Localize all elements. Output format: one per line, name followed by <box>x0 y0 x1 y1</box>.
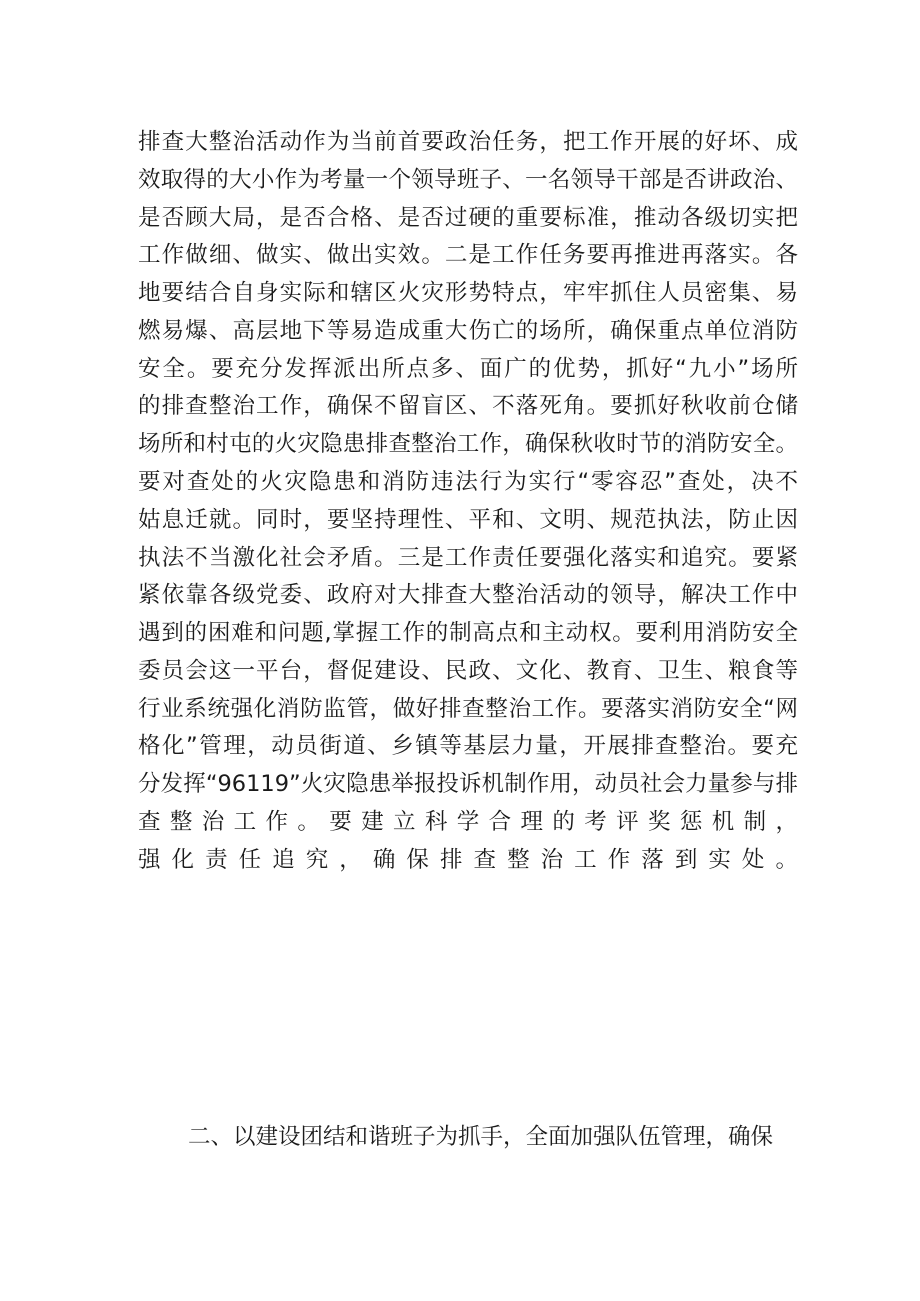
body-line-14: 遇到的困难和问题,掌握工作的制高点和主动权。要利用消防安全 <box>138 620 798 646</box>
body-line-7: 安全。要充分发挥派出所点多、面广的优势，抓好“九小”场所 <box>138 356 798 382</box>
body-line-12: 执法不当激化社会矛盾。三是工作责任要强化落实和追究。要紧 <box>138 545 798 571</box>
body-line-5: 地要结合自身实际和辖区火灾形势特点，牢牢抓住人员密集、易 <box>138 280 798 306</box>
body-line-11: 姑息迁就。同时，要坚持理性、平和、文明、规范执法，防止因 <box>138 507 798 533</box>
body-line-17: 格化”管理，动员街道、乡镇等基层力量，开展排查整治。要充 <box>138 733 798 759</box>
body-line-2: 效取得的大小作为考量一个领导班子、一名领导干部是否讲政治、 <box>138 167 798 193</box>
body-line-6: 燃易爆、高层地下等易造成重大伤亡的场所，确保重点单位消防 <box>138 318 798 344</box>
body-line-8: 的排查整治工作，确保不留盲区、不落死角。要抓好秋收前仓储 <box>138 393 798 419</box>
body-line-3: 是否顾大局，是否合格、是否过硬的重要标准，推动各级切实把 <box>138 205 798 231</box>
body-line-19: 查整治工作。要建立科学合理的考评奖惩机制， <box>138 809 798 835</box>
body-line-15: 委员会这一平台，督促建设、民政、文化、教育、卫生、粮食等 <box>138 658 798 684</box>
body-line-4: 工作做细、做实、做出实效。二是工作任务要再推进再落实。各 <box>138 242 798 268</box>
body-line-1: 排查大整治活动作为当前首要政治任务，把工作开展的好坏、成 <box>138 129 798 155</box>
section-heading: 二、以建设团结和谐班子为抓手，全面加强队伍管理，确保 <box>188 1124 774 1150</box>
body-line-10: 要对查处的火灾隐患和消防违法行为实行“零容忍”查处，决不 <box>138 469 798 495</box>
body-line-20: 强化责任追究，确保排查整治工作落到实处。 <box>138 847 798 873</box>
body-line-13: 紧依靠各级党委、政府对大排查大整治活动的领导，解决工作中 <box>138 582 798 608</box>
body-line-9: 场所和村屯的火灾隐患排查整治工作，确保秋收时节的消防安全。 <box>138 431 798 457</box>
body-line-16: 行业系统强化消防监管，做好排查整治工作。要落实消防安全“网 <box>138 696 798 722</box>
body-line-18: 分发挥“96119”火灾隐患举报投诉机制作用，动员社会力量参与排 <box>138 771 798 797</box>
